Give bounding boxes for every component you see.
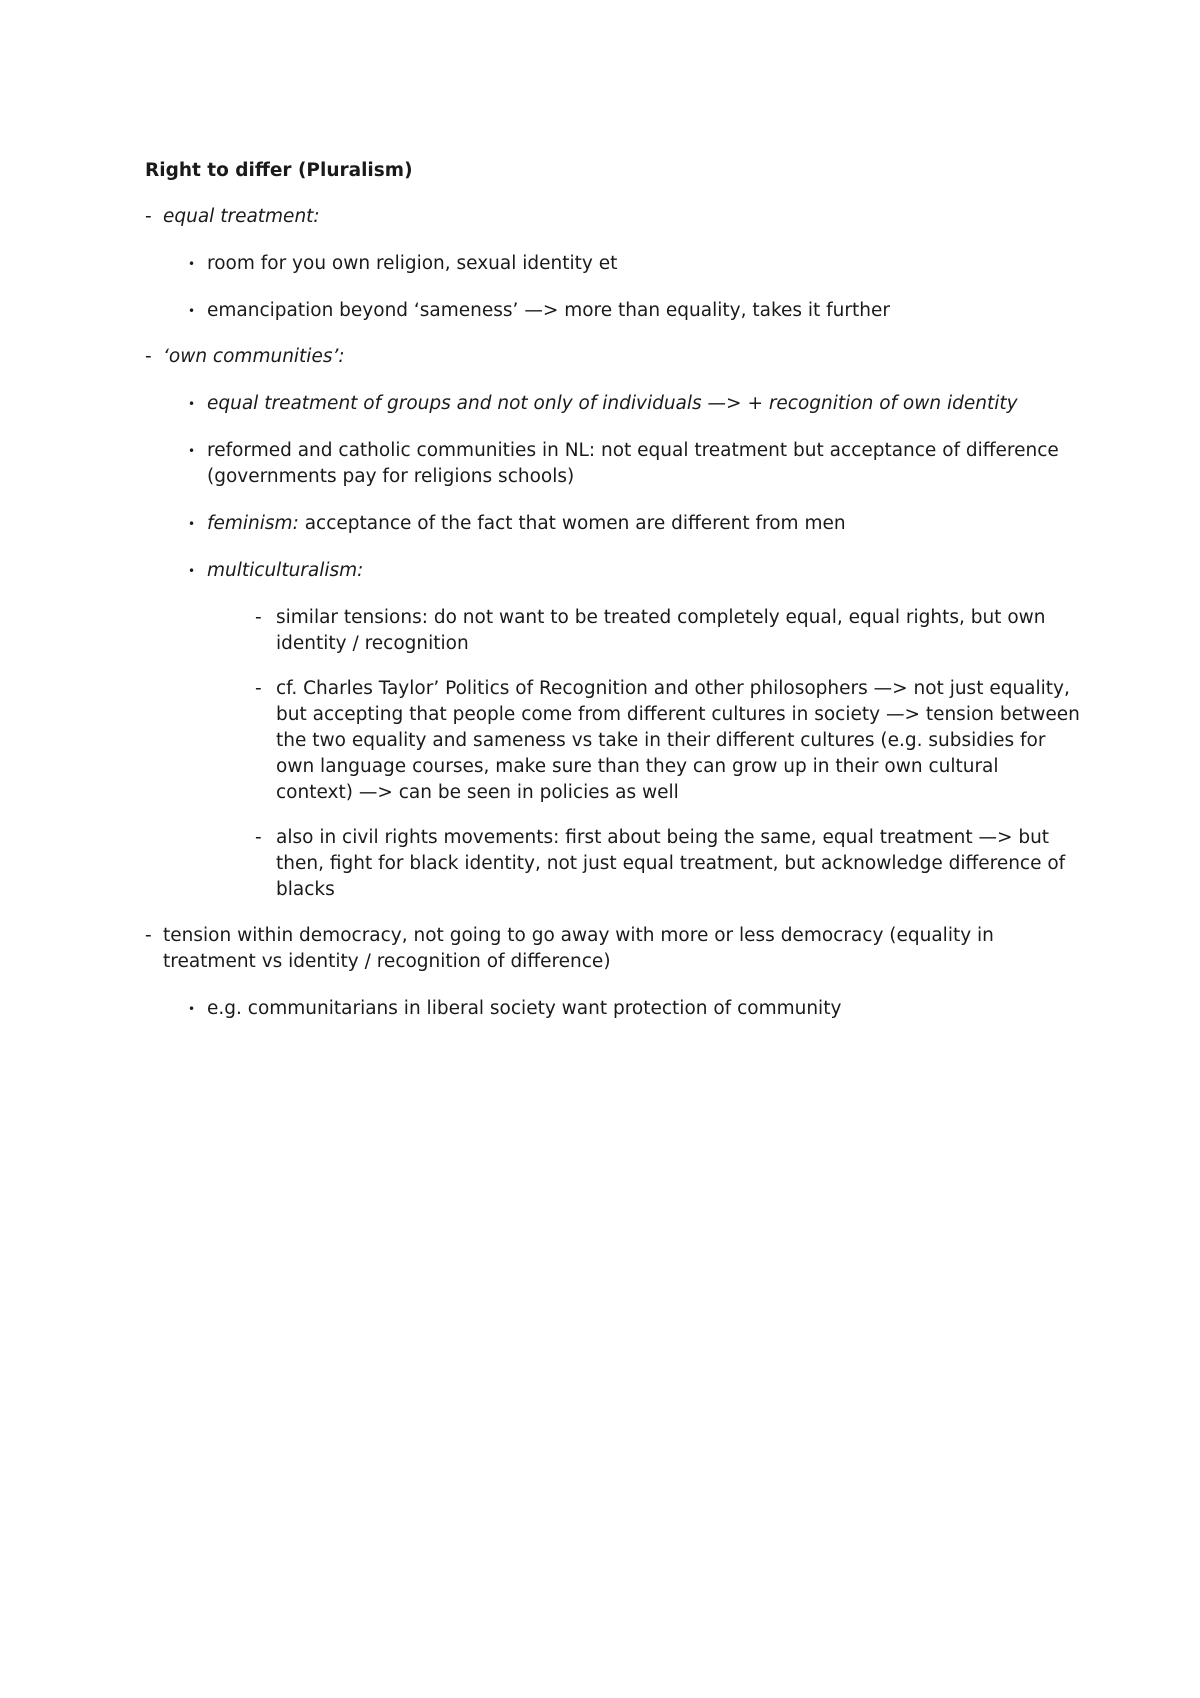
dash-marker: - [145,206,152,227]
bullet-list [163,391,1080,903]
list-item [163,251,1080,277]
dash-marker: - [255,827,262,848]
outline-list [145,204,1080,1022]
item-text: room for you own religion, sexual identity et [207,253,618,274]
list-item [163,511,1080,537]
bullet-marker: • [188,564,196,578]
item-text: equal treatment of groups and not only of individuals —> + recognition of own identity [207,393,1018,414]
item-text: reformed and catholic communities in NL: not equal treatment but acceptance of difference (governments pay for religions schools) [207,440,1059,487]
dash-marker: - [145,346,152,367]
list-item [163,996,1080,1022]
item-text: similar tensions: do not want to be treated completely equal, equal rights, but own identity / recognition [276,607,1046,654]
list-item [163,558,1080,903]
item-text: emancipation beyond ‘sameness’ —> more than equality, takes it further [207,300,890,321]
bullet-marker: • [188,517,196,531]
list-item [163,438,1080,490]
list-item [163,298,1080,324]
item-emphasis: multiculturalism: [207,560,364,581]
section-heading: tension within democracy, not going to go away with more or less democracy (equality in treatment vs identity / recognition of difference) [163,925,994,972]
list-item [145,204,1080,324]
bullet-list [163,996,1080,1022]
bullet-marker: • [188,397,196,411]
dash-marker: - [255,678,262,699]
dash-marker: - [145,925,152,946]
bullet-marker: • [188,257,196,271]
item-emphasis: feminism: [207,513,299,534]
item-text: e.g. communitarians in liberal society want protection of community [207,998,842,1019]
list-item [145,923,1080,1022]
bullet-marker: • [188,444,196,458]
list-item [207,605,1080,657]
list-item [207,825,1080,903]
bullet-marker: • [188,304,196,318]
list-item [207,676,1080,806]
sub-dash-list [207,605,1080,903]
list-item [163,391,1080,417]
list-item [145,344,1080,903]
item-text: cf. Charles Taylor’ Politics of Recognition and other philosophers —> not just equality, but accepting that people come from different cultures in society —> tension between the two equality and sameness vs take in their different cultures (e.g. subsidies for own language courses, make sure than they can grow up in their own cultural context) —> can be seen in policies as well [276,678,1080,803]
bullet-marker: • [188,1002,196,1016]
dash-marker: - [255,607,262,628]
section-heading: equal treatment: [163,206,320,227]
item-text: acceptance of the fact that women are different from men [298,513,846,534]
item-text: also in civil rights movements: first about being the same, equal treatment —> but then, fight for black identity, not just equal treatment, but acknowledge difference of blacks [276,827,1066,900]
bullet-list [163,251,1080,324]
section-heading: ‘own communities’: [163,346,345,367]
page-title: Right to differ (Pluralism) [145,160,413,181]
